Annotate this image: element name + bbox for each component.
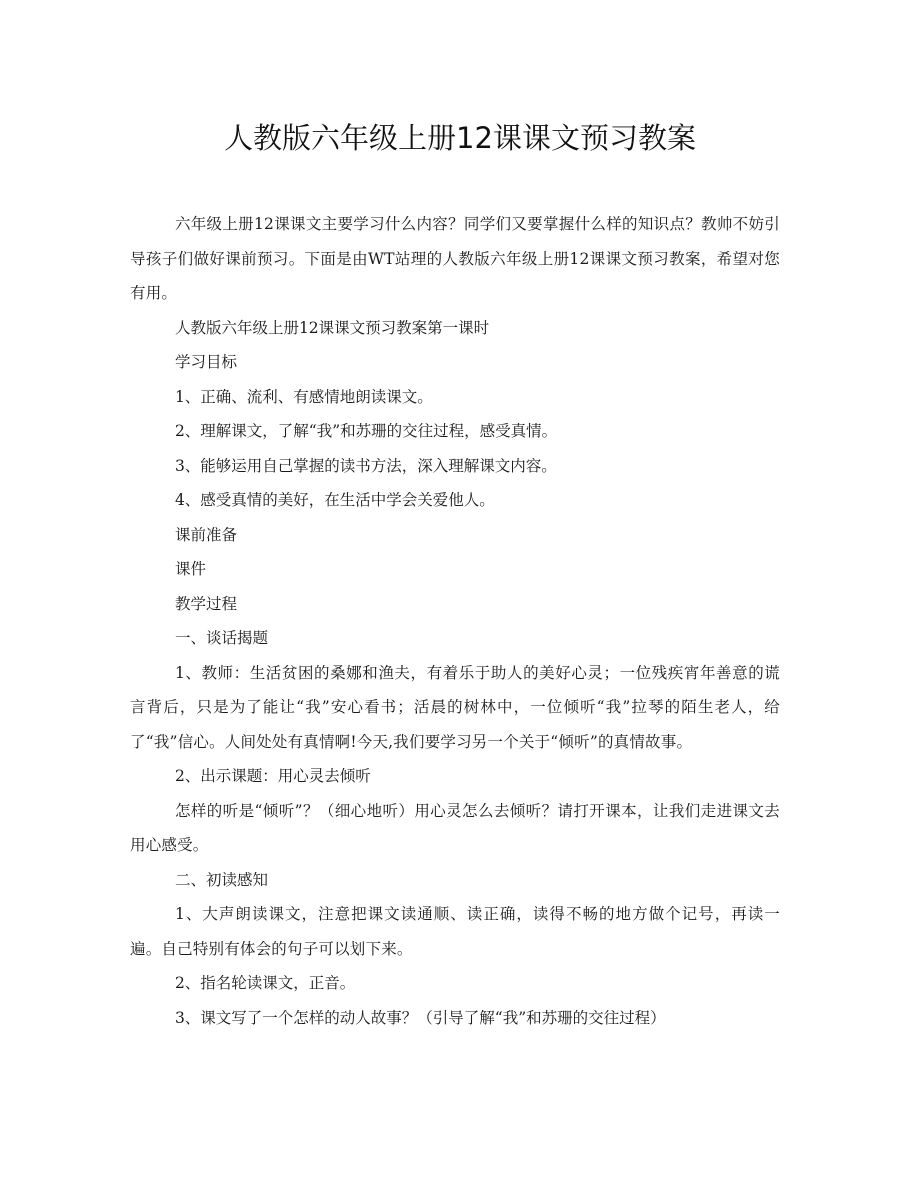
section-heading-preparation: 课前准备 [174, 525, 237, 544]
step-heading-intro: 一、谈话揭题 [174, 629, 268, 647]
document-body [130, 207, 780, 1035]
goal-item: 2、理解课文，了解“我”和苏珊的交往过程，感受真情。 [174, 422, 558, 440]
step-heading-reading: 二、初读感知 [174, 870, 268, 889]
goal-item: 3、能够运用自己掌握的读书方法，深入理解课文内容。 [174, 456, 557, 475]
body-paragraph: 3、课文写了一个怎样的动人故事？（引导了解“我”和苏珊的交往过程） [174, 1008, 666, 1027]
section-heading-goals: 学习目标 [174, 353, 237, 371]
body-paragraph: 2、指名轮读课文，正音。 [174, 974, 356, 992]
goal-item: 1、正确、流利、有感情地朗读课文。 [174, 387, 433, 406]
goal-item: 4、感受真情的美好，在生活中学会关爱他人。 [174, 491, 495, 509]
body-paragraph: 2、出示课题：用心灵去倾听 [174, 767, 371, 785]
intro-paragraph: 六年级上册12课课文主要学习什么内容？同学们又要掌握什么样的知识点？教帅不妨引导孩子们做好课前预习。下面是由WT站理的人教版六年级上册12课课文预习教案，希望对您有用。 [130, 215, 780, 302]
preparation-item: 课件 [174, 560, 206, 578]
body-paragraph: 怎样的听是“倾听”？（细心地听）用心灵怎么去倾听？请打开课本，让我们走进课文去用心感受。 [130, 801, 780, 854]
page-title: 人教版六年级上册12课课文预习教案 [224, 121, 696, 155]
lesson-heading: 人教版六年级上册12课课文预习教案第一课时 [174, 318, 490, 337]
body-paragraph: 1、大声朗读课文，注意把课文读通顺、读正确，读得不畅的地方做个记号，再读一遍。自己特别有体会的句子可以划下来。 [130, 905, 780, 958]
body-paragraph: 1、教师：生活贫困的桑娜和渔夫，有着乐于助人的美好心灵；一位残疾宵年善意的谎言背后，只是为了能让“我”安心看书；活晨的树林中，一位倾听“我”拉琴的陌生老人，给了“我”信心。人间处处有真情啊!今天,我们要学习另一个关于“倾听”的真情故事。 [130, 663, 780, 751]
section-heading-process: 教学过程 [174, 594, 237, 613]
